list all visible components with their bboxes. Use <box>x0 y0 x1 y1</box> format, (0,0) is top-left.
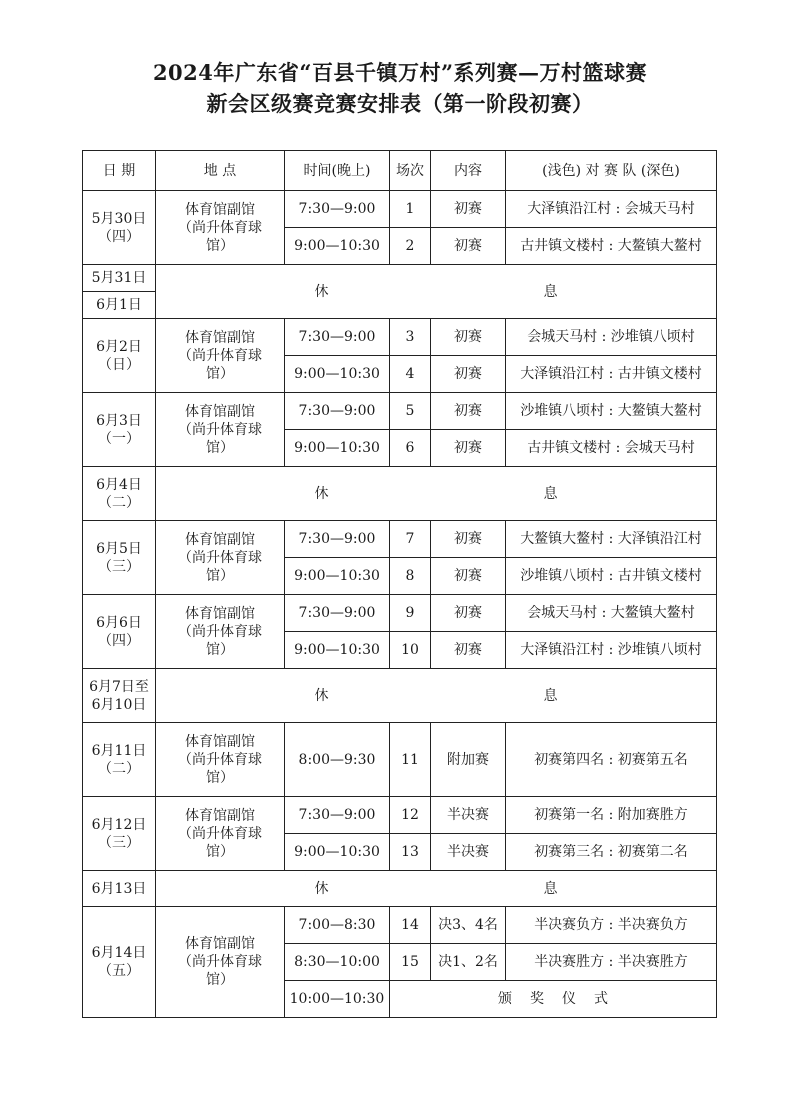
match-no-cell: 2 <box>390 228 431 265</box>
date-cell <box>83 191 156 265</box>
time-cell: 7:30—9:00 <box>285 393 390 430</box>
venue-cell <box>156 797 285 871</box>
content-cell: 初赛 <box>431 319 506 356</box>
date-cell <box>83 797 156 871</box>
match-no-cell: 14 <box>390 907 431 944</box>
time-cell: 9:00—10:30 <box>285 430 390 467</box>
time-cell: 8:30—10:00 <box>285 944 390 981</box>
content-cell: 附加赛 <box>431 723 506 797</box>
match-no-cell: 7 <box>390 521 431 558</box>
time-cell: 7:30—9:00 <box>285 319 390 356</box>
time-cell: 7:30—9:00 <box>285 595 390 632</box>
venue-line: 体育馆副馆 <box>185 329 255 346</box>
content-cell: 初赛 <box>431 393 506 430</box>
match-no-cell: 13 <box>390 834 431 871</box>
date-cell <box>83 907 156 1018</box>
schedule-table <box>82 150 717 1018</box>
venue-line: 馆） <box>206 365 234 382</box>
table-row <box>83 907 717 944</box>
header-teams: (浅色) 对 赛 队 (深色) <box>506 151 717 191</box>
teams-cell: 初赛第一名 : 附加赛胜方 <box>506 797 717 834</box>
venue-line: （尚升体育球 <box>178 751 262 768</box>
header-date: 日 期 <box>83 151 156 191</box>
date-label: 6月10日 <box>91 696 147 713</box>
venue-line: 体育馆副馆 <box>185 605 255 622</box>
content-cell: 初赛 <box>431 228 506 265</box>
date-label: 6月2日 <box>96 338 142 355</box>
venue-line: 体育馆副馆 <box>185 201 255 218</box>
date-cell: 5月31日 <box>83 265 156 292</box>
teams-cell: 会城天马村 : 大鳌镇大鳌村 <box>506 595 717 632</box>
venue-cell <box>156 595 285 669</box>
content-cell: 初赛 <box>431 430 506 467</box>
match-no-cell: 4 <box>390 356 431 393</box>
teams-cell: 大鳌镇大鳌村 : 大泽镇沿江村 <box>506 521 717 558</box>
table-row <box>83 521 717 558</box>
match-no-cell: 11 <box>390 723 431 797</box>
date-label: 6月11日 <box>91 742 147 759</box>
date-cell <box>83 669 156 723</box>
time-cell: 9:00—10:30 <box>285 356 390 393</box>
table-row <box>83 595 717 632</box>
teams-cell: 会城天马村 : 沙堆镇八顷村 <box>506 319 717 356</box>
teams-cell: 沙堆镇八顷村 : 古井镇文楼村 <box>506 558 717 595</box>
content-cell: 初赛 <box>431 191 506 228</box>
teams-cell: 大泽镇沿江村 : 会城天马村 <box>506 191 717 228</box>
content-cell: 决3、4名 <box>431 907 506 944</box>
weekday-label: （三） <box>98 834 140 851</box>
ceremony-char: 仪 <box>562 991 576 1007</box>
weekday-label: （三） <box>98 558 140 575</box>
venue-cell <box>156 393 285 467</box>
content-cell: 初赛 <box>431 595 506 632</box>
rest-char: 休 <box>314 485 329 502</box>
weekday-label: （二） <box>98 760 140 777</box>
header-match-no: 场次 <box>390 151 431 191</box>
table-row <box>83 393 717 430</box>
rest-char: 休 <box>314 880 329 897</box>
rest-row <box>83 669 717 723</box>
date-cell <box>83 319 156 393</box>
match-no-cell: 1 <box>390 191 431 228</box>
header-time: 时间(晚上) <box>285 151 390 191</box>
date-cell <box>83 393 156 467</box>
content-cell: 初赛 <box>431 521 506 558</box>
rest-row <box>83 871 717 907</box>
venue-line: （尚升体育球 <box>178 421 262 438</box>
venue-line: 馆） <box>206 972 234 988</box>
weekday-label: （日） <box>98 356 140 373</box>
page-subtitle: 新会区级赛竞赛安排表（第一阶段初赛） <box>206 91 594 116</box>
rest-char: 息 <box>543 485 558 502</box>
match-no-cell: 10 <box>390 632 431 669</box>
weekday-label: （四） <box>98 632 140 649</box>
venue-line: 体育馆副馆 <box>185 936 255 952</box>
date-cell <box>83 595 156 669</box>
venue-line: 体育馆副馆 <box>185 531 255 548</box>
venue-line: 馆） <box>206 641 234 658</box>
date-label: 6月4日 <box>96 476 142 493</box>
time-cell: 7:30—9:00 <box>285 191 390 228</box>
venue-line: 馆） <box>206 843 234 860</box>
date-label: 6月3日 <box>96 412 142 429</box>
date-cell <box>83 521 156 595</box>
match-no-cell: 9 <box>390 595 431 632</box>
content-cell: 半决赛 <box>431 797 506 834</box>
weekday-label: （二） <box>98 494 140 511</box>
header-content: 内容 <box>431 151 506 191</box>
date-label: 6月14日 <box>91 945 147 961</box>
teams-cell: 半决赛胜方 : 半决赛胜方 <box>506 944 717 981</box>
date-label: 6月6日 <box>96 614 142 631</box>
content-cell: 半决赛 <box>431 834 506 871</box>
match-no-cell: 6 <box>390 430 431 467</box>
date-cell: 6月1日 <box>83 292 156 319</box>
rest-cell <box>156 467 717 521</box>
teams-cell: 古井镇文楼村 : 会城天马村 <box>506 430 717 467</box>
ceremony-char: 奖 <box>530 991 544 1007</box>
venue-line: （尚升体育球 <box>178 347 262 364</box>
match-no-cell: 15 <box>390 944 431 981</box>
teams-cell: 古井镇文楼村 : 大鳌镇大鳌村 <box>506 228 717 265</box>
match-no-cell: 3 <box>390 319 431 356</box>
weekday-label: （五） <box>98 963 140 979</box>
time-cell: 10:00—10:30 <box>285 981 390 1018</box>
ceremony-char: 颁 <box>498 991 512 1007</box>
weekday-label: （一） <box>98 430 140 447</box>
match-no-cell: 8 <box>390 558 431 595</box>
date-label: 6月12日 <box>91 816 147 833</box>
teams-cell: 大泽镇沿江村 : 沙堆镇八顷村 <box>506 632 717 669</box>
date-label: 5月30日 <box>91 210 147 227</box>
page-title: 2024年广东省“百县千镇万村”系列赛—万村篮球赛 <box>152 60 648 85</box>
rest-char: 息 <box>543 687 558 704</box>
venue-line: 馆） <box>206 439 234 456</box>
venue-line: 馆） <box>206 769 234 786</box>
time-cell: 7:30—9:00 <box>285 797 390 834</box>
venue-cell <box>156 723 285 797</box>
time-cell: 9:00—10:30 <box>285 558 390 595</box>
venue-cell <box>156 191 285 265</box>
teams-cell: 初赛第三名 : 初赛第二名 <box>506 834 717 871</box>
venue-line: （尚升体育球 <box>178 549 262 566</box>
rest-cell <box>156 265 717 319</box>
rest-char: 息 <box>543 880 558 897</box>
teams-cell: 半决赛负方 : 半决赛负方 <box>506 907 717 944</box>
time-cell: 7:00—8:30 <box>285 907 390 944</box>
match-no-cell: 12 <box>390 797 431 834</box>
date-label: 6月5日 <box>96 540 142 557</box>
venue-line: 馆） <box>206 237 234 254</box>
venue-line: 体育馆副馆 <box>185 403 255 420</box>
venue-line: 体育馆副馆 <box>185 807 255 824</box>
rest-char: 息 <box>543 283 558 300</box>
venue-cell <box>156 907 285 1018</box>
content-cell: 初赛 <box>431 632 506 669</box>
ceremony-char: 式 <box>594 991 608 1007</box>
table-row <box>83 319 717 356</box>
venue-line: 体育馆副馆 <box>185 733 255 750</box>
table-row <box>83 191 717 228</box>
rest-cell <box>156 871 717 907</box>
venue-line: （尚升体育球 <box>178 623 262 640</box>
rest-char: 休 <box>314 687 329 704</box>
time-cell: 9:00—10:30 <box>285 228 390 265</box>
teams-cell: 初赛第四名 : 初赛第五名 <box>506 723 717 797</box>
venue-line: （尚升体育球 <box>178 825 262 842</box>
rest-char: 休 <box>314 283 329 300</box>
venue-line: 馆） <box>206 567 234 584</box>
date-cell <box>83 467 156 521</box>
weekday-label: （四） <box>98 228 140 245</box>
time-cell: 8:00—9:30 <box>285 723 390 797</box>
content-cell: 决1、2名 <box>431 944 506 981</box>
table-row <box>83 723 717 797</box>
teams-cell: 沙堆镇八顷村 : 大鳌镇大鳌村 <box>506 393 717 430</box>
venue-cell <box>156 521 285 595</box>
venue-line: （尚升体育球 <box>178 954 262 970</box>
time-cell: 9:00—10:30 <box>285 632 390 669</box>
rest-cell <box>156 669 717 723</box>
table-header-row <box>83 151 717 191</box>
table-row <box>83 797 717 834</box>
date-label: 6月7日至 <box>89 678 149 695</box>
rest-row <box>83 467 717 521</box>
date-cell: 6月13日 <box>83 871 156 907</box>
venue-cell <box>156 319 285 393</box>
match-no-cell: 5 <box>390 393 431 430</box>
teams-cell: 大泽镇沿江村 : 古井镇文楼村 <box>506 356 717 393</box>
rest-row <box>83 265 717 292</box>
date-cell <box>83 723 156 797</box>
ceremony-cell <box>390 981 717 1018</box>
content-cell: 初赛 <box>431 558 506 595</box>
content-cell: 初赛 <box>431 356 506 393</box>
venue-line: （尚升体育球 <box>178 219 262 236</box>
time-cell: 9:00—10:30 <box>285 834 390 871</box>
header-venue: 地 点 <box>156 151 285 191</box>
time-cell: 7:30—9:00 <box>285 521 390 558</box>
